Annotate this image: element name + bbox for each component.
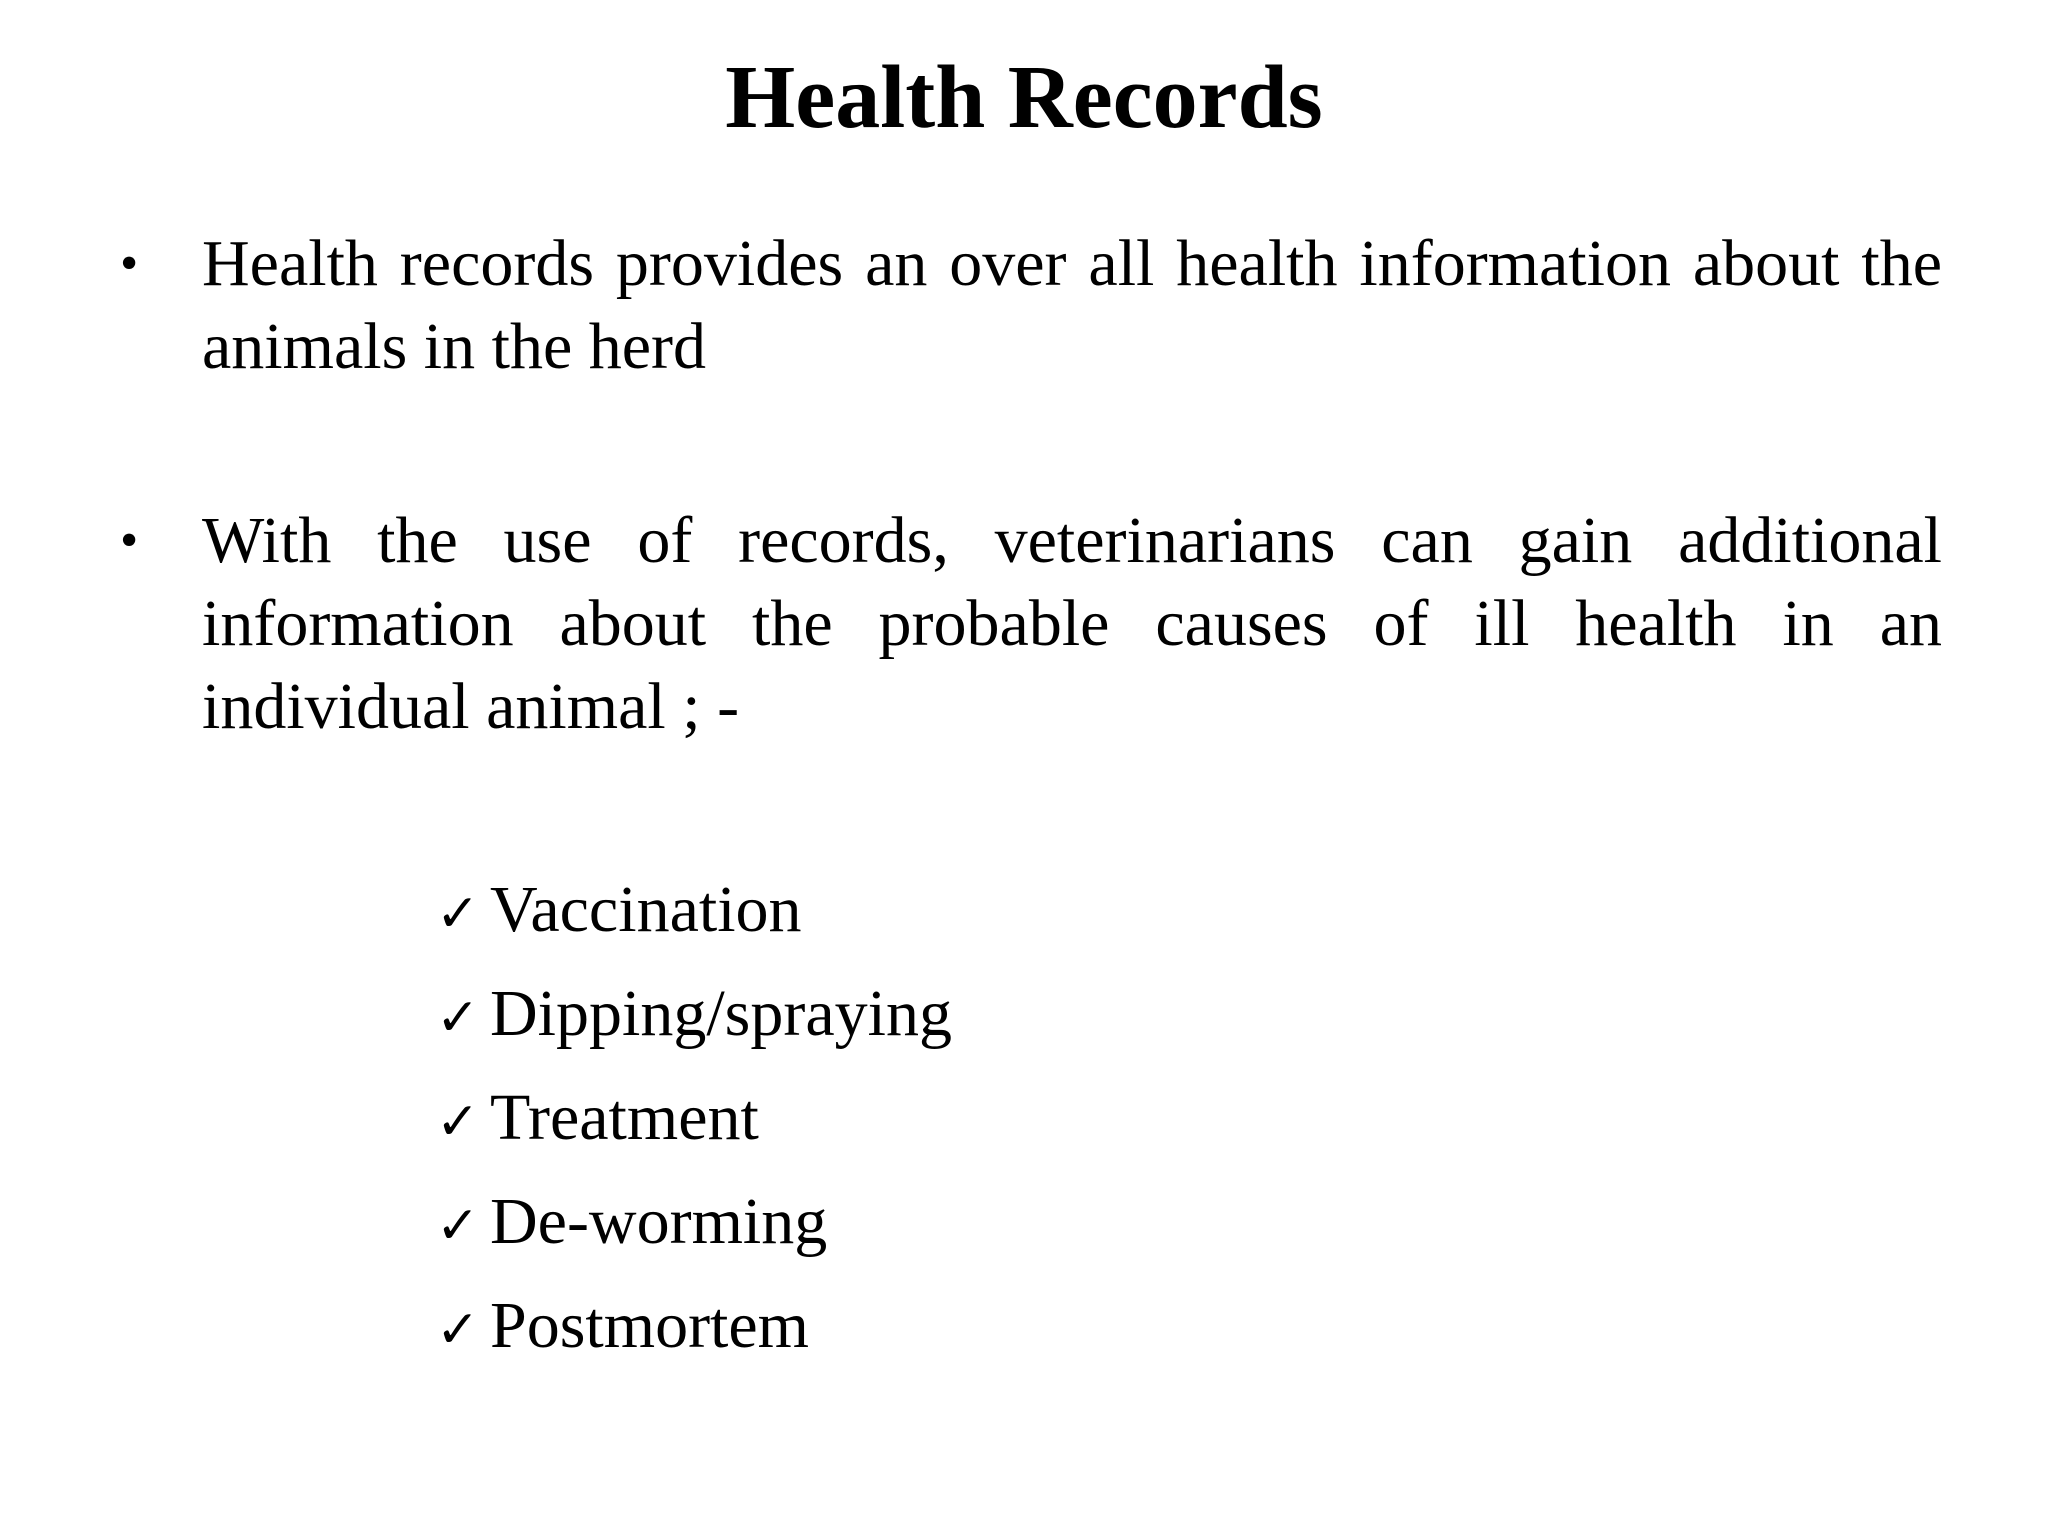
checklist-item-treatment bbox=[436, 1068, 952, 1172]
bullet-icon: • bbox=[120, 235, 139, 292]
checklist-label: Vaccination bbox=[490, 873, 802, 946]
checklist-item-postmortem bbox=[436, 1276, 952, 1380]
bullet-item bbox=[120, 222, 1942, 388]
checklist-item-vaccination bbox=[436, 860, 952, 964]
bullet-text: With the use of records, veterinarians can gain additional information about the probable causes of ill health in an individual animal ; - bbox=[202, 504, 1942, 743]
checklist-label: De-worming bbox=[490, 1185, 828, 1258]
checklist-label: Postmortem bbox=[490, 1289, 810, 1362]
checkmark-icon: ✓ bbox=[436, 1300, 480, 1360]
bullet-icon: • bbox=[120, 512, 139, 569]
bullet-item bbox=[120, 499, 1942, 748]
bullet-list bbox=[120, 222, 1942, 859]
checkmark-icon: ✓ bbox=[436, 988, 480, 1048]
checklist-item-de-worming bbox=[436, 1172, 952, 1276]
slide-title: Health Records bbox=[725, 48, 1323, 147]
checklist bbox=[436, 860, 952, 1380]
checkmark-icon: ✓ bbox=[436, 884, 480, 944]
checklist-label: Dipping/spraying bbox=[490, 977, 952, 1050]
checklist-item-dipping-spraying bbox=[436, 964, 952, 1068]
checkmark-icon: ✓ bbox=[436, 1196, 480, 1256]
checklist-label: Treatment bbox=[490, 1081, 759, 1154]
bullet-text: Health records provides an over all health information about the animals in the herd bbox=[202, 227, 1942, 383]
checkmark-icon: ✓ bbox=[436, 1092, 480, 1152]
